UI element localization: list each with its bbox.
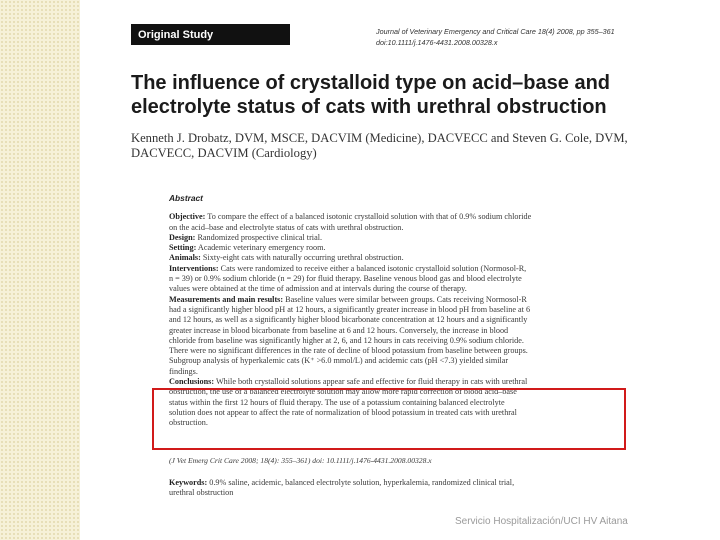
abstract-line: values were obtained at the time of admission and at intervals during the course of therapy. [169,284,467,294]
animals-label: Animals: [169,253,201,263]
abstract-line: obstruction, the use of a balanced electrolyte solution may allow more rapid correction of blood acid–base [169,387,517,397]
title-line: The influence of crystalloid type on acid–base and [131,72,611,94]
objective-label: Objective: [169,212,206,222]
abstract-line: greater increase in blood bicarbonate from baseline at 6 and 12 hours. Conversely, the increase in blood [169,325,509,335]
journal-name-line: Journal of Veterinary Emergency and Critical Care 18(4) 2008, pp 355–361 [376,27,615,36]
abstract-line: obstruction. [169,418,208,428]
article-type-label: Original Study [131,24,290,45]
abstract-line [169,253,614,263]
abstract-line: findings. [169,366,198,376]
abstract-line: chloride from baseline was significantly higher at 2, 6, and 12 hours in cats receiving 0.9% sodium chloride. [169,335,524,345]
setting-label: Setting: [169,243,197,253]
journal-doi-line: doi:10.1111/j.1476-4431.2008.00328.x [376,38,498,47]
abstract-heading: Abstract [169,193,203,203]
keywords-section [169,478,614,499]
setting-text: Academic veterinary emergency room. [197,243,326,253]
abstract-line: had a significantly higher blood pH at 12 hours, a significantly greater increase in blood pH from baseline at 6 [169,304,531,314]
decorative-side-strip [0,0,80,540]
abstract-line [169,243,614,253]
keywords-line: urethral obstruction [169,488,234,498]
measurements-text: Baseline values were similar between groups. Cats receiving Normosol-R [285,294,527,304]
authors-line: DACVECC, DACVIM (Cardiology) [131,146,317,160]
abstract-line: on the acid–base and electrolyte status of cats with urethral obstruction. [169,222,404,232]
design-label: Design: [169,232,196,242]
abstract-line [169,264,614,274]
article-title [131,71,651,119]
keywords-label: Keywords: [169,478,208,487]
animals-text: Sixty-eight cats with naturally occurring urethral obstruction. [202,253,404,263]
abstract-line: and 12 hours, as well as a significantly higher blood bicarbonate concentration at 12 hours and a significantly [169,315,528,325]
abstract-line: solution does not appear to affect the rate of normalization of blood potassium in treated cats with urethral [169,407,517,417]
abstract-line: Subgroup analysis of hyperkalemic cats (K⁺ >6.0 mmol/L) and acidemic cats (pH <7.3) yielded similar [169,356,509,366]
conclusions-highlight-box [152,388,626,450]
interventions-text: Cats were randomized to receive either a balanced isotonic crystalloid solution (Normosol-R, [220,263,527,273]
authors-line: Kenneth J. Drobatz, DVM, MSCE, DACVIM (Medicine), DACVECC and Steven G. Cole, DVM, [131,131,628,145]
title-line: electrolyte status of cats with urethral obstruction [131,96,607,118]
keywords-line [169,478,614,488]
abstract-line [169,377,614,387]
conclusions-text: While both crystalloid solutions appear safe and effective for fluid therapy in cats with urethral [215,377,528,387]
author-list [131,131,631,161]
interventions-label: Interventions: [169,263,219,273]
design-text: Randomized prospective clinical trial. [197,232,323,242]
abstract-line [169,212,614,222]
keywords-text: 0.9% saline, acidemic, balanced electrolyte solution, hyperkalemia, randomized clinical trial, [209,478,515,487]
journal-citation-header [376,26,658,48]
abstract-line: n = 39) or 0.9% sodium chloride (n = 29) for fluid therapy. Baseline venous blood gas and blood electrolyte [169,274,522,284]
abstract-line [169,233,614,243]
abstract-line [169,295,614,305]
abstract-line: There were no significant differences in the rate of decline of blood potassium from baseline between groups. [169,346,528,356]
conclusions-label: Conclusions: [169,377,215,387]
slide-footer: Servicio Hospitalización/UCI HV Aitana [455,516,628,527]
abstract-citation: (J Vet Emerg Crit Care 2008; 18(4): 355–361) doi: 10.1111/j.1476-4431.2008.00328.x [169,456,432,465]
objective-text: To compare the effect of a balanced isotonic crystalloid solution with that of 0.9% sodium chloride [207,212,532,222]
abstract-line: status within the first 12 hours of fluid therapy. The use of a potassium containing balanced electrolyte [169,397,505,407]
measurements-label: Measurements and main results: [169,294,284,304]
